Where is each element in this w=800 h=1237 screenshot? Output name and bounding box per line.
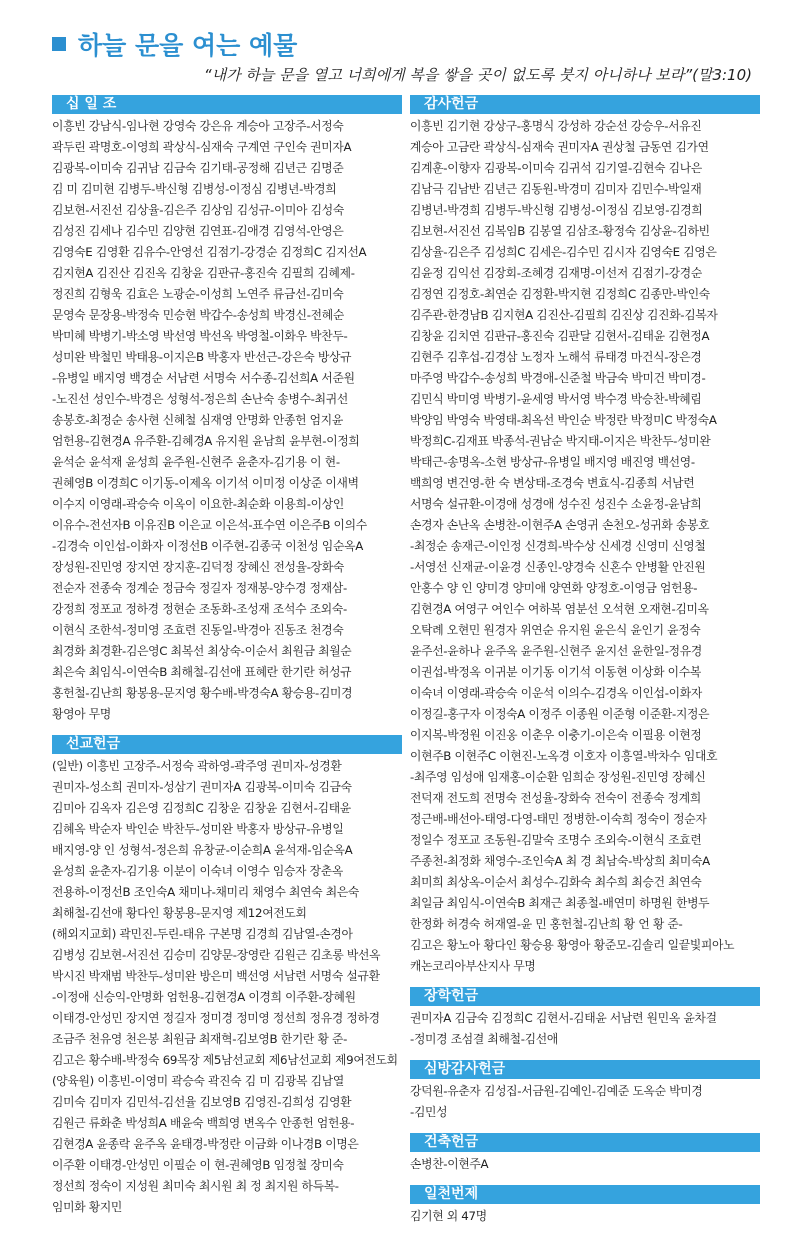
donor-line: -정미경 조섬결 최해철-김선애 xyxy=(410,1032,558,1046)
donor-line: 박정희C-김재표 박종석-권남순 박지태-이지은 박찬두-성미완 xyxy=(410,434,711,448)
square-bullet-icon xyxy=(52,37,66,51)
donor-line: 안홍수 양 인 양미경 양미애 양연화 양정호-이영금 엄헌용- xyxy=(410,581,698,595)
donor-line: 권혜영B 이경희C 이기동-이제옥 이기석 이미정 이상준 이새벽 xyxy=(52,476,359,490)
donor-line: 계승아 고금란 곽상식-심재숙 권미자A 권상철 금동연 김가연 xyxy=(410,140,709,154)
donor-line: (일반) 이흥빈 고장주-서정숙 곽하영-곽주영 권미자-성경환 xyxy=(52,759,342,773)
donor-line: 김상율-김은주 김성희C 김세은-김수민 김시자 김영숙E 김영은 xyxy=(410,245,717,259)
donor-line: 김영숙E 김영환 김유수-안영선 김점기-강경순 김정희C 김지선A xyxy=(52,245,367,259)
donor-line: 김주관-한경남B 김지현A 김진산-김필희 김진상 김진화-김복자 xyxy=(410,308,718,322)
donor-line: 최일금 최임식-이연숙B 최재근 최종철-배연미 하명원 한병두 xyxy=(410,896,710,910)
left-column xyxy=(52,95,402,1228)
bible-verse: “내가 하늘 문을 열고 너희에게 복을 쌓을 곳이 없도록 붓지 아니하나 보라”(말3:10) xyxy=(203,66,752,84)
donor-line: 이흥빈 김기현 강상구-홍명식 강성하 강순선 강승우-서유진 xyxy=(410,119,702,133)
donor-line: 김남극 김남반 김년근 김동원-박경미 김미자 김민수-박일재 xyxy=(410,182,702,196)
donor-line: (양육원) 이흥빈-이영미 곽승숙 곽진숙 김 미 김광복 김남열 xyxy=(52,1074,344,1088)
donor-list xyxy=(410,1081,760,1123)
donor-line: 김현주 김후섭-김경삼 노정자 노해석 류태경 마건식-장은경 xyxy=(410,350,702,364)
donor-line: 홍헌철-김난희 황봉용-문지영 황수배-박경숙A 황승용-김미경 xyxy=(52,686,353,700)
donor-line: 정근배-배선아-태영-다영-태민 정병한-이숙희 정숙이 정순자 xyxy=(410,812,707,826)
donor-line: 김창윤 김치연 김판규-홍진숙 김판달 김현서-김태윤 김현정A xyxy=(410,329,710,343)
offering-section xyxy=(410,95,760,977)
donor-list xyxy=(410,1206,760,1227)
donor-line: 곽두린 곽명호-이영희 곽상식-심재숙 구계연 구인숙 권미자A xyxy=(52,140,352,154)
donor-line: 최미희 최상옥-이순서 최성수-김화숙 최수희 최승건 최연숙 xyxy=(410,875,702,889)
donor-line: 전용하-이정선B 조인숙A 채미나-채미리 채영수 최연숙 최은숙 xyxy=(52,885,360,899)
donor-line: 김광복-이미숙 김귀남 김금숙 김기태-공정해 김년근 김명준 xyxy=(52,161,344,175)
donor-line: -서영선 신재균-이윤경 신종인-양경숙 신혼수 안병활 안진원 xyxy=(410,560,706,574)
donor-line: -김경숙 이인섭-이화자 이정선B 이주현-김종국 이천성 임순옥A xyxy=(52,539,363,553)
donor-line: 김혜옥 박순자 박인순 박찬두-성미완 박홍자 방상규-유병일 xyxy=(52,822,344,836)
donor-line: 김보현-서진선 김상율-김은주 김상임 김성규-이미아 김성숙 xyxy=(52,203,344,217)
donor-line: 이흥빈 강남식-임나현 강영숙 강은유 계승아 고장주-서정숙 xyxy=(52,119,344,133)
donor-line: -노진선 성인수-박경은 성형석-정은희 손난숙 송병수-최귀선 xyxy=(52,392,348,406)
donor-line: 이현주B 이현주C 이현진-노옥경 이호자 이흥열-박차수 임대호 xyxy=(410,749,718,763)
donor-line: 손경자 손난옥 손병찬-이현주A 손영귀 손천오-성귀화 송봉호 xyxy=(410,518,710,532)
donor-line: 이현식 조한석-정미영 조효련 진동일-박경아 진동조 천경숙 xyxy=(52,623,344,637)
donor-list xyxy=(52,756,402,1218)
donor-line: 김보현-서진선 김복임B 김봉열 김삼조-황정숙 김상윤-김하빈 xyxy=(410,224,710,238)
donor-line: 한정화 허경숙 허재열-윤 민 홍헌철-김난희 황 언 황 준- xyxy=(410,917,683,931)
donor-line: 장성원-진민영 장지연 장지훈-김덕정 장혜신 전성율-장화숙 xyxy=(52,560,344,574)
donor-line: 오탁례 오현민 원경자 위연순 유지원 윤은식 윤인기 윤정숙 xyxy=(410,623,701,637)
donor-line: 조금주 천유영 천은봉 최원금 최재혁-김보영B 한기란 황 준- xyxy=(52,1032,348,1046)
section-heading: 선교헌금 xyxy=(52,735,402,754)
donor-line: (해외지교회) 곽민진-두린-태유 구본명 김경희 김남열-손경아 xyxy=(52,927,353,941)
donor-line: 김고은 황수배-박정숙 69목장 제5남선교회 제6남선교회 제9여전도회 xyxy=(52,1053,398,1067)
offering-section xyxy=(410,987,760,1050)
donor-line: 김윤정 김익선 김장회-조혜경 김재명-이선저 김점기-강경순 xyxy=(410,266,702,280)
section-heading: 일천번제 xyxy=(410,1185,760,1204)
donor-line: 김정연 김정호-최연순 김정환-박지현 김정희C 김종만-박인숙 xyxy=(410,287,710,301)
donor-line: 박시진 박재범 박찬두-성미완 방은미 백선영 서남련 서명숙 설규환 xyxy=(52,969,380,983)
donor-line: 이권섭-박정옥 이귀분 이기동 이기석 이동현 이상화 이수복 xyxy=(410,665,701,679)
donor-line: -최정순 송재근-이인정 신경희-박수상 신세경 신영미 신영철 xyxy=(410,539,706,553)
donor-line: 김병성 김보현-서진선 김승미 김양문-장영란 김원근 김초롱 박선옥 xyxy=(52,948,381,962)
donor-line: 김현경A 여영구 여인수 여하복 염분선 오석현 오재현-김미옥 xyxy=(410,602,709,616)
donor-line: 황영아 무명 xyxy=(52,707,111,721)
donor-line: 권미자A 김금숙 김정희C 김현서-김태윤 서남련 원민옥 윤차걸 xyxy=(410,1011,717,1025)
donor-line: 박태근-송명옥-소현 방상규-유병일 배지영 배진영 백선영- xyxy=(410,455,695,469)
right-column xyxy=(410,95,760,1237)
donor-list xyxy=(410,1154,760,1175)
donor-line: 최경화 최경환-김은영C 최복선 최상숙-이순서 최원금 최월순 xyxy=(52,644,352,658)
donor-line: 김현경A 윤종락 윤주옥 윤태경-박정란 이금화 이나경B 이명은 xyxy=(52,1137,359,1151)
donor-line: 캐논코리아부산지사 무명 xyxy=(410,959,536,973)
donor-line: 이정길-홍구자 이정숙A 이정주 이종원 이준형 이준환-지정은 xyxy=(410,707,710,721)
donor-list xyxy=(410,1008,760,1050)
donor-line: 강정희 정포교 정하경 정현순 조동화-조성재 조석수 조외숙- xyxy=(52,602,347,616)
donor-line: 배지영-양 인 성형석-정은희 유창균-이순희A 윤석재-임순옥A xyxy=(52,843,353,857)
page-header xyxy=(52,30,770,90)
section-heading: 십 일 조 xyxy=(52,95,402,114)
donor-line: -최주영 임성애 임재홍-이순환 임희순 장성원-진민영 장혜신 xyxy=(410,770,706,784)
donor-line: 전덕재 전도희 전명숙 전성율-장화숙 전숙이 전종숙 정계희 xyxy=(410,791,701,805)
page-title xyxy=(52,30,770,62)
donor-line: 정일수 정포교 조동원-김말숙 조명수 조외숙-이현식 조효련 xyxy=(410,833,702,847)
donor-line: -이정애 신승익-안명화 엄헌용-김현경A 이경희 이주환-장혜원 xyxy=(52,990,356,1004)
offering-section xyxy=(52,735,402,1218)
donor-line: -김민성 xyxy=(410,1105,448,1119)
section-heading: 심방감사헌금 xyxy=(410,1060,760,1079)
section-heading: 감사헌금 xyxy=(410,95,760,114)
donor-line: 윤성희 윤춘자-김기용 이분이 이숙녀 이영수 임승자 장춘옥 xyxy=(52,864,343,878)
donor-line: 김지현A 김진산 김진옥 김창윤 김판규-홍진숙 김필희 김혜제- xyxy=(52,266,355,280)
donor-line: 마주영 박갑수-송성희 박경애-신준철 박금숙 박미건 박미경- xyxy=(410,371,706,385)
page-title-text: 하늘 문을 여는 예물 xyxy=(78,31,298,60)
donor-line: 백희영 변건영-한 숙 변상태-조경숙 변효식-김종희 서남련 xyxy=(410,476,695,490)
offering-section xyxy=(410,1133,760,1175)
donor-line: 정진희 김형욱 김효은 노광순-이성희 노연주 류금선-김미숙 xyxy=(52,287,344,301)
donor-line: 김민식 박미영 박병기-윤세영 박서영 박수경 박승찬-박혜림 xyxy=(410,392,702,406)
donor-line: 정선희 정숙이 지성원 최미숙 최시원 최 정 최지원 하득복- xyxy=(52,1179,339,1193)
donor-line: 김미아 김옥자 김은영 김정희C 김창운 김창윤 김현서-김태윤 xyxy=(52,801,351,815)
offering-section xyxy=(52,95,402,725)
donor-line: 임미화 황지민 xyxy=(52,1200,123,1214)
donor-line: 성미완 박철민 박태용-이지은B 박홍자 반선근-강은숙 방상규 xyxy=(52,350,352,364)
donor-line: 최은숙 최임식-이연숙B 최해철-김선애 표혜란 한기란 허성규 xyxy=(52,665,352,679)
donor-line: 김기현 외 47명 xyxy=(410,1209,487,1223)
donor-line: 윤석순 윤석재 윤성희 윤주원-신현주 윤춘자-김기용 이 현- xyxy=(52,455,340,469)
donor-line: -유병일 배지영 백경순 서남련 서명숙 서수종-김선희A 서준원 xyxy=(52,371,355,385)
donor-line: 문영숙 문장용-박정숙 민승현 박갑수-송성희 박경신-전혜순 xyxy=(52,308,344,322)
donor-line: 김 미 김미현 김병두-박신형 김병성-이정심 김병년-박경희 xyxy=(52,182,337,196)
donor-line: 김병년-박경희 김병두-박신형 김병성-이정심 김보영-김경희 xyxy=(410,203,703,217)
donor-line: 이태경-안성민 장지연 정길자 정미경 정미영 정선희 정유경 정하경 xyxy=(52,1011,380,1025)
donor-line: 이주환 이태경-안성민 이필순 이 현-권혜영B 임정철 장미숙 xyxy=(52,1158,344,1172)
donor-line: 김미숙 김미자 김민석-김선율 김보영B 김영진-김희성 김영환 xyxy=(52,1095,352,1109)
section-heading: 장학헌금 xyxy=(410,987,760,1006)
section-heading: 건축헌금 xyxy=(410,1133,760,1152)
donor-line: 손병찬-이현주A xyxy=(410,1157,489,1171)
donor-line: 주종천-최정화 채영수-조인숙A 최 경 최남숙-박상희 최미숙A xyxy=(410,854,710,868)
donor-list xyxy=(410,116,760,977)
donor-line: 김고은 황노아 황다인 황승용 황영아 황준모-김솔리 일끝빛피아노 xyxy=(410,938,735,952)
donor-line: 박미혜 박병기-박소영 박선영 박선옥 박영철-이화우 박찬두- xyxy=(52,329,348,343)
donor-line: 김원근 류화춘 박성희A 배윤숙 백희영 변옥수 안종헌 엄헌용- xyxy=(52,1116,355,1130)
donor-line: 권미자-성소희 권미자-성삼기 권미자A 김광복-이미숙 김금숙 xyxy=(52,780,352,794)
donor-line: 김계훈-이향자 김광복-이미숙 김귀석 김기열-김현숙 김나은 xyxy=(410,161,702,175)
donor-line: 김성진 김세나 김수민 김양현 김연표-김애경 김영석-안영은 xyxy=(52,224,344,238)
donor-line: 강덕원-유춘자 김성집-서금원-김예인-김예준 도옥순 박미경 xyxy=(410,1084,703,1098)
donor-line: 전순자 전종숙 정계순 정금숙 정길자 정재봉-양수경 정재삼- xyxy=(52,581,347,595)
donor-line: 최해철-김선애 황다인 황봉용-문지영 제12여전도회 xyxy=(52,906,307,920)
donor-line: 서명숙 설규환-이경애 성경애 성수진 성진수 소윤정-윤남희 xyxy=(410,497,702,511)
donor-line: 이숙녀 이영래-곽승숙 이운석 이의수-김경옥 이인섭-이화자 xyxy=(410,686,702,700)
offering-section xyxy=(410,1185,760,1227)
donor-line: 이지복-박정원 이진옹 이춘우 이충기-이은숙 이필용 이현정 xyxy=(410,728,702,742)
offering-section xyxy=(410,1060,760,1123)
donor-line: 송봉호-최정순 송사현 신혜철 심재영 안명화 안종헌 엄지윤 xyxy=(52,413,343,427)
donor-line: 이수지 이영래-곽승숙 이옥이 이요한-최순화 이용희-이상인 xyxy=(52,497,344,511)
donor-line: 엄헌용-김현경A 유주환-김혜경A 유지원 윤남희 윤부현-이정희 xyxy=(52,434,360,448)
donor-line: 이유수-전선자B 이유진B 이은교 이은석-표수연 이은주B 이의수 xyxy=(52,518,367,532)
donor-line: 윤주선-윤하나 윤주옥 윤주원-신현주 윤지선 윤한일-정유경 xyxy=(410,644,702,658)
donor-list xyxy=(52,116,402,725)
donor-line: 박양임 박영숙 박영태-최옥선 박인순 박정란 박정미C 박정숙A xyxy=(410,413,717,427)
